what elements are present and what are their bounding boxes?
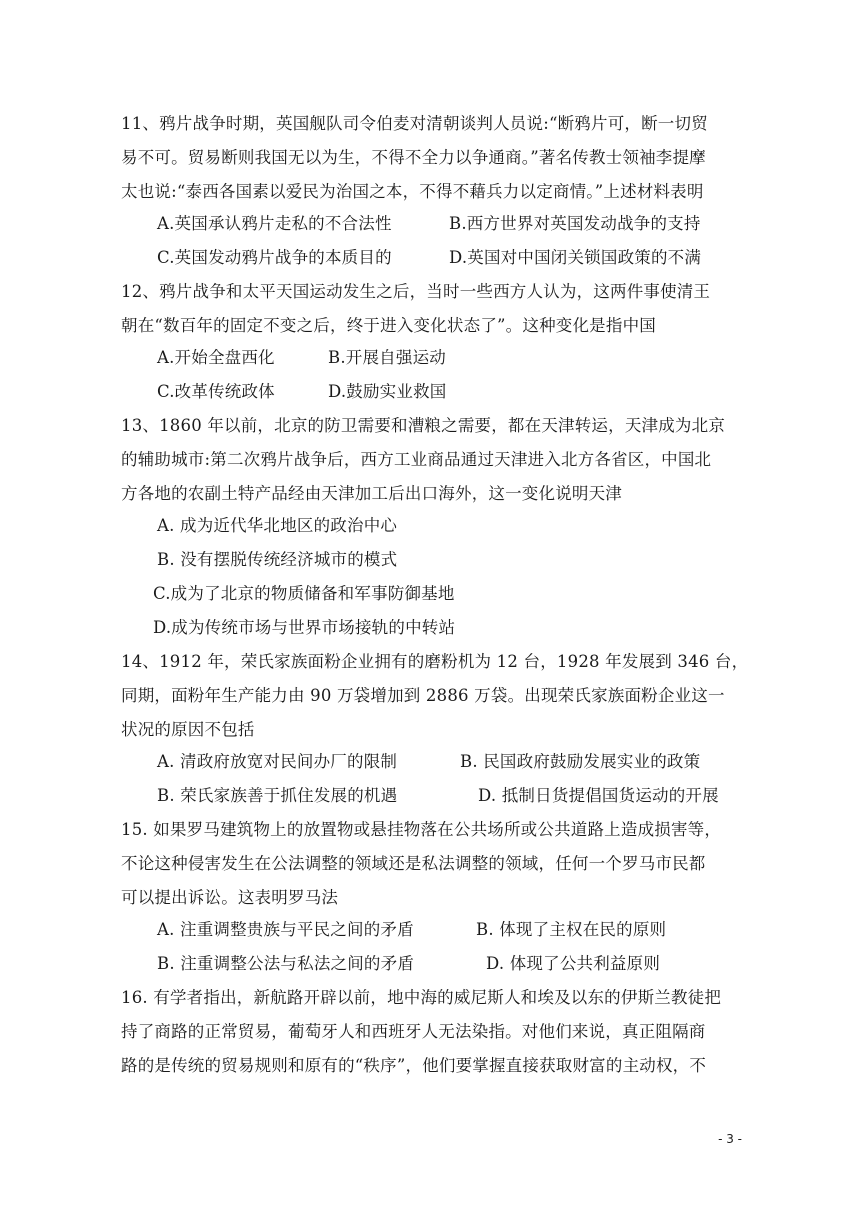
q14-line-1: 14、1912 年，荣氏家族面粉企业拥有的磨粉机为 12 台，1928 年发展到 346 台，: [121, 652, 749, 671]
q13-option-a: A. 成为近代华北地区的政治中心: [157, 516, 398, 535]
q15-option-b: B. 体现了主权在民的原则: [476, 920, 667, 939]
q15-option-a: A. 注重调整贵族与平民之间的矛盾: [157, 920, 414, 939]
q11-option-a: A.英国承认鸦片走私的不合法性: [157, 214, 392, 233]
q13-option-d: D.成为传统市场与世界市场接轨的中转站: [153, 618, 456, 637]
q14-line-2: 同期，面粉年生产能力由 90 万袋增加到 2886 万袋。出现荣氏家族面粉企业这一: [121, 686, 725, 705]
q16-line-3: 路的是传统的贸易规则和原有的“秩序”，他们要掌握直接获取财富的主动权，不: [121, 1056, 707, 1075]
q16-line-1: 16. 有学者指出，新航路开辟以前，地中海的威尼斯人和埃及以东的伊斯兰教徒把: [121, 988, 722, 1007]
q14-option-b: B. 民国政府鼓励发展实业的政策: [460, 752, 701, 771]
q15-option-c: B. 注重调整公法与私法之间的矛盾: [157, 954, 415, 973]
q11-option-b: B.西方世界对英国发动战争的支持: [449, 214, 701, 233]
q15-line-2: 不论这种侵害发生在公法调整的领域还是私法调整的领域，任何一个罗马市民都: [121, 854, 706, 873]
q11-line-1: 11、鸦片战争时期，英国舰队司令伯麦对清朝谈判人员说:“断鸦片可，断一切贸: [121, 114, 708, 133]
q13-line-3: 方各地的农副土特产品经由天津加工后出口海外，这一变化说明天津: [121, 484, 622, 503]
q12-option-d: D.鼓励实业救国: [328, 382, 447, 401]
q11-line-3: 太也说:“泰西各国素以爱民为治国之本，不得不藉兵力以定商情。”上述材料表明: [121, 182, 704, 201]
q12-line-1: 12、鸦片战争和太平天国运动发生之后，当时一些西方人认为，这两件事使清王: [121, 282, 711, 301]
q12-option-b: B.开展自强运动: [328, 348, 446, 367]
q13-line-1: 13、1860 年以前，北京的防卫需要和漕粮之需要，都在天津转运，天津成为北京: [121, 416, 726, 435]
q12-option-a: A.开始全盘西化: [157, 348, 275, 367]
page-number: - 3 -: [718, 1132, 742, 1146]
q11-line-2: 易不可。贸易断则我国无以为生，不得不全力以争通商。”著名传教士领袖李提摩: [121, 148, 706, 167]
q13-option-c: C.成为了北京的物质储备和军事防御基地: [153, 584, 455, 603]
q14-option-d: D. 抵制日货提倡国货运动的开展: [478, 786, 719, 805]
q14-line-3: 状况的原因不包括: [121, 720, 255, 739]
q11-option-c: C.英国发动鸦片战争的本质目的: [157, 248, 392, 267]
q13-line-2: 的辅助城市:第二次鸦片战争后，西方工业商品通过天津进入北方各省区，中国北: [121, 450, 712, 469]
q12-option-c: C.改革传统政体: [157, 382, 275, 401]
q11-option-d: D.英国对中国闭关锁国政策的不满: [449, 248, 702, 267]
q14-option-c: B. 荣氏家族善于抓住发展的机遇: [157, 786, 398, 805]
q14-option-a: A. 清政府放宽对民间办厂的限制: [157, 752, 398, 771]
q16-line-2: 持了商路的正常贸易，葡萄牙人和西班牙人无法染指。对他们来说，真正阻隔商: [121, 1022, 706, 1041]
q15-line-3: 可以提出诉讼。这表明罗马法: [121, 888, 339, 907]
q15-line-1: 15. 如果罗马建筑物上的放置物或悬挂物落在公共场所或公共道路上造成损害等，: [121, 820, 722, 839]
q13-option-b: B. 没有摆脱传统经济城市的模式: [157, 550, 398, 569]
q12-line-2: 朝在“数百年的固定不变之后，终于进入变化状态了”。这种变化是指中国: [121, 316, 656, 335]
q15-option-d: D. 体现了公共利益原则: [486, 954, 661, 973]
